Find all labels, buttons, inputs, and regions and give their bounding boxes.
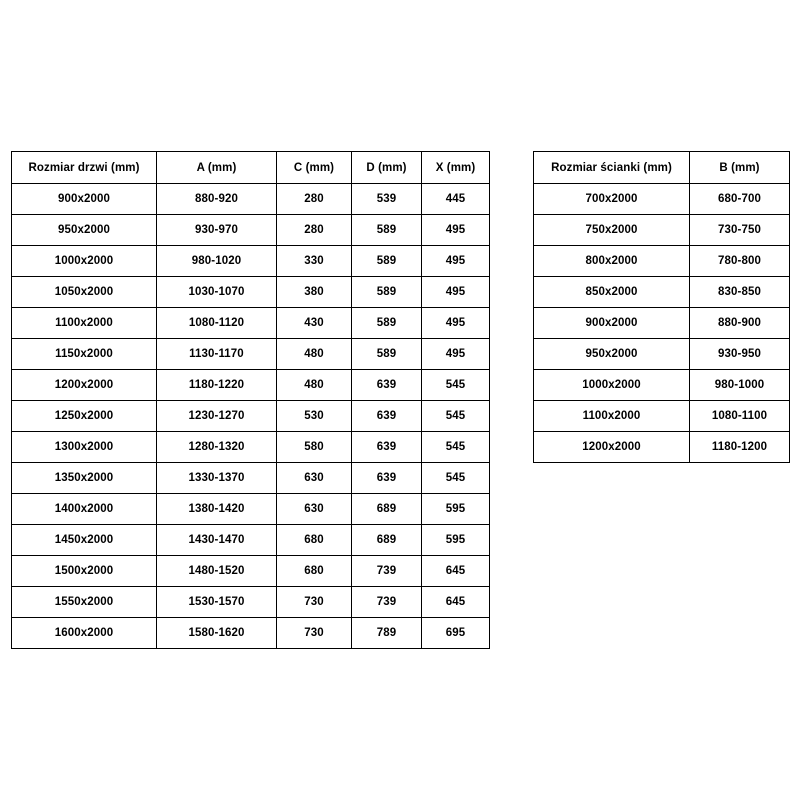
table-row <box>12 308 490 339</box>
cell-b: 830-850 <box>690 277 790 308</box>
table-row <box>12 525 490 556</box>
cell-a: 1330-1370 <box>157 463 277 494</box>
cell-d: 589 <box>352 246 422 277</box>
wall-table-body <box>534 184 790 463</box>
column-header-door-size: Rozmiar drzwi (mm) <box>12 152 157 184</box>
table-row <box>12 277 490 308</box>
cell-d: 639 <box>352 401 422 432</box>
cell-a: 1380-1420 <box>157 494 277 525</box>
column-header-wall-size: Rozmiar ścianki (mm) <box>534 152 690 184</box>
cell-door-size: 1000x2000 <box>12 246 157 277</box>
cell-x: 445 <box>422 184 490 215</box>
cell-d: 639 <box>352 432 422 463</box>
cell-wall-size: 1200x2000 <box>534 432 690 463</box>
cell-x: 645 <box>422 556 490 587</box>
cell-a: 980-1020 <box>157 246 277 277</box>
cell-door-size: 950x2000 <box>12 215 157 246</box>
cell-x: 695 <box>422 618 490 649</box>
column-header-d: D (mm) <box>352 152 422 184</box>
table-row <box>534 184 790 215</box>
cell-door-size: 1550x2000 <box>12 587 157 618</box>
table-row <box>12 618 490 649</box>
cell-d: 739 <box>352 587 422 618</box>
cell-wall-size: 750x2000 <box>534 215 690 246</box>
cell-door-size: 1400x2000 <box>12 494 157 525</box>
cell-x: 545 <box>422 370 490 401</box>
table-header-row <box>534 152 790 184</box>
cell-door-size: 1050x2000 <box>12 277 157 308</box>
cell-c: 630 <box>277 463 352 494</box>
cell-x: 495 <box>422 277 490 308</box>
cell-d: 689 <box>352 494 422 525</box>
cell-d: 739 <box>352 556 422 587</box>
cell-a: 1030-1070 <box>157 277 277 308</box>
cell-d: 589 <box>352 308 422 339</box>
cell-x: 595 <box>422 494 490 525</box>
table-row <box>534 401 790 432</box>
cell-b: 730-750 <box>690 215 790 246</box>
cell-b: 880-900 <box>690 308 790 339</box>
doors-size-table <box>11 151 490 649</box>
cell-c: 680 <box>277 525 352 556</box>
cell-b: 980-1000 <box>690 370 790 401</box>
table-row <box>12 556 490 587</box>
cell-a: 1580-1620 <box>157 618 277 649</box>
table-row <box>12 587 490 618</box>
cell-door-size: 1450x2000 <box>12 525 157 556</box>
cell-x: 495 <box>422 308 490 339</box>
cell-d: 639 <box>352 463 422 494</box>
doors-size-table-container <box>11 151 490 649</box>
cell-x: 595 <box>422 525 490 556</box>
table-row <box>12 401 490 432</box>
table-row <box>534 370 790 401</box>
cell-door-size: 1500x2000 <box>12 556 157 587</box>
cell-wall-size: 800x2000 <box>534 246 690 277</box>
table-row <box>12 215 490 246</box>
column-header-a: A (mm) <box>157 152 277 184</box>
cell-a: 1180-1220 <box>157 370 277 401</box>
cell-a: 1530-1570 <box>157 587 277 618</box>
wall-size-table-container <box>533 151 790 463</box>
cell-a: 1080-1120 <box>157 308 277 339</box>
cell-x: 545 <box>422 432 490 463</box>
cell-c: 680 <box>277 556 352 587</box>
cell-c: 480 <box>277 339 352 370</box>
cell-d: 639 <box>352 370 422 401</box>
table-row <box>534 277 790 308</box>
table-row <box>12 184 490 215</box>
cell-c: 430 <box>277 308 352 339</box>
cell-d: 539 <box>352 184 422 215</box>
cell-door-size: 900x2000 <box>12 184 157 215</box>
cell-c: 530 <box>277 401 352 432</box>
cell-c: 480 <box>277 370 352 401</box>
cell-c: 730 <box>277 587 352 618</box>
cell-b: 780-800 <box>690 246 790 277</box>
cell-a: 1430-1470 <box>157 525 277 556</box>
cell-x: 545 <box>422 401 490 432</box>
table-row <box>534 308 790 339</box>
table-row <box>12 246 490 277</box>
table-row <box>12 494 490 525</box>
cell-d: 689 <box>352 525 422 556</box>
doors-table-body <box>12 184 490 649</box>
table-row <box>12 463 490 494</box>
cell-c: 330 <box>277 246 352 277</box>
wall-table-header <box>534 152 790 184</box>
table-row <box>534 215 790 246</box>
cell-door-size: 1250x2000 <box>12 401 157 432</box>
cell-c: 280 <box>277 184 352 215</box>
column-header-c: C (mm) <box>277 152 352 184</box>
cell-a: 1280-1320 <box>157 432 277 463</box>
cell-x: 545 <box>422 463 490 494</box>
cell-wall-size: 700x2000 <box>534 184 690 215</box>
cell-a: 880-920 <box>157 184 277 215</box>
cell-a: 1230-1270 <box>157 401 277 432</box>
cell-x: 645 <box>422 587 490 618</box>
cell-c: 380 <box>277 277 352 308</box>
cell-door-size: 1600x2000 <box>12 618 157 649</box>
table-row <box>12 370 490 401</box>
cell-door-size: 1200x2000 <box>12 370 157 401</box>
table-row <box>534 246 790 277</box>
column-header-x: X (mm) <box>422 152 490 184</box>
wall-size-table <box>533 151 790 463</box>
column-header-b: B (mm) <box>690 152 790 184</box>
cell-wall-size: 850x2000 <box>534 277 690 308</box>
table-row <box>12 339 490 370</box>
cell-wall-size: 1000x2000 <box>534 370 690 401</box>
table-header-row <box>12 152 490 184</box>
cell-c: 580 <box>277 432 352 463</box>
cell-door-size: 1150x2000 <box>12 339 157 370</box>
cell-c: 730 <box>277 618 352 649</box>
cell-x: 495 <box>422 215 490 246</box>
cell-door-size: 1350x2000 <box>12 463 157 494</box>
cell-a: 930-970 <box>157 215 277 246</box>
cell-wall-size: 950x2000 <box>534 339 690 370</box>
cell-b: 1080-1100 <box>690 401 790 432</box>
cell-c: 280 <box>277 215 352 246</box>
cell-d: 789 <box>352 618 422 649</box>
cell-a: 1480-1520 <box>157 556 277 587</box>
cell-wall-size: 900x2000 <box>534 308 690 339</box>
cell-d: 589 <box>352 339 422 370</box>
cell-d: 589 <box>352 215 422 246</box>
cell-c: 630 <box>277 494 352 525</box>
cell-door-size: 1100x2000 <box>12 308 157 339</box>
doors-table-header <box>12 152 490 184</box>
cell-x: 495 <box>422 339 490 370</box>
cell-a: 1130-1170 <box>157 339 277 370</box>
table-row <box>12 432 490 463</box>
cell-b: 680-700 <box>690 184 790 215</box>
cell-wall-size: 1100x2000 <box>534 401 690 432</box>
table-row <box>534 339 790 370</box>
cell-b: 930-950 <box>690 339 790 370</box>
cell-d: 589 <box>352 277 422 308</box>
cell-x: 495 <box>422 246 490 277</box>
cell-b: 1180-1200 <box>690 432 790 463</box>
cell-door-size: 1300x2000 <box>12 432 157 463</box>
table-row <box>534 432 790 463</box>
